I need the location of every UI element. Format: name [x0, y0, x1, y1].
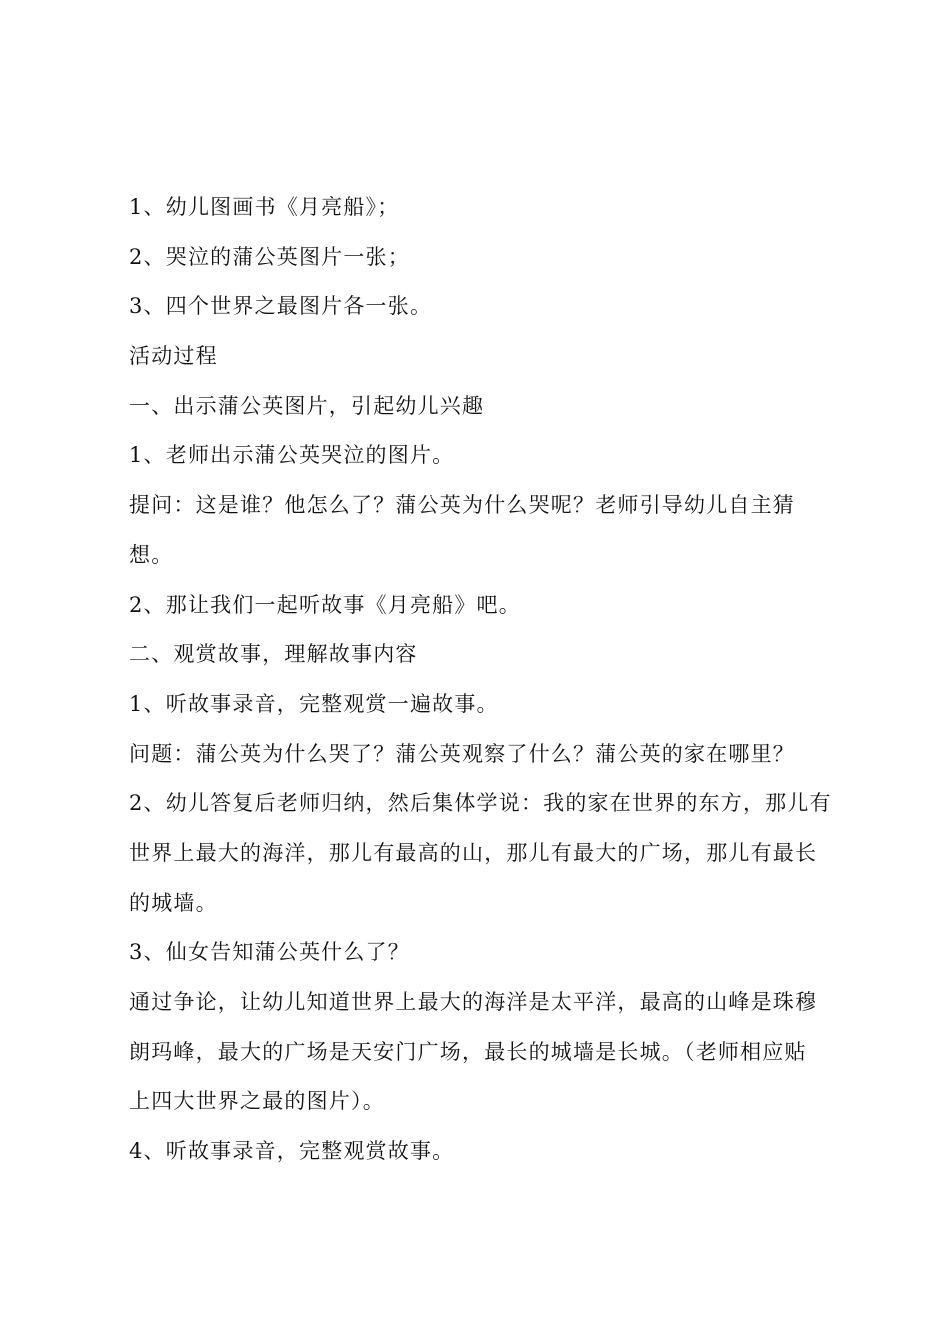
paragraph-line: 1、老师出示蒲公英哭泣的图片。 — [129, 443, 455, 468]
paragraph-line: 通过争论，让幼儿知道世界上最大的海洋是太平洋，最高的山峰是珠穆 — [129, 990, 818, 1014]
step-heading-1: 一、出示蒲公英图片，引起幼儿兴趣 — [129, 393, 485, 418]
paragraph-line: 的城墙。 — [129, 890, 218, 915]
paragraph-line: 4、听故事录音，完整观赏故事。 — [129, 1139, 455, 1164]
paragraph-line: 3、仙女告知蒲公英什么了？ — [129, 940, 410, 965]
step-heading-2: 二、观赏故事，理解故事内容 — [129, 642, 418, 667]
paragraph-line: 提问：这是谁？他怎么了？蒲公英为什么哭呢？老师引导幼儿自主猜 — [129, 493, 795, 518]
paragraph-line: 上四大世界之最的图片）。 — [129, 1089, 385, 1114]
material-item-2: 2、哭泣的蒲公英图片一张； — [129, 244, 410, 269]
document-body — [129, 183, 839, 1177]
paragraph-line: 朗玛峰，最大的广场是天安门广场，最长的城墙是长城。（老师相应贴 — [129, 1039, 807, 1064]
paragraph-line: 想。 — [129, 542, 174, 567]
material-item-1: 1、幼儿图画书《月亮船》； — [129, 195, 400, 219]
paragraph-line: 世界上最大的海洋，那儿有最高的山，那儿有最大的广场，那儿有最长 — [129, 840, 818, 865]
paragraph-line: 1、听故事录音，完整观赏一遍故事。 — [129, 691, 499, 716]
paragraph-line: 问题：蒲公英为什么哭了？蒲公英观察了什么？蒲公英的家在哪里？ — [129, 741, 795, 766]
section-heading-activity-process: 活动过程 — [129, 344, 218, 369]
material-item-3: 3、四个世界之最图片各一张。 — [129, 294, 433, 319]
paragraph-line: 2、幼儿答复后老师归纳，然后集体学说：我的家在世界的东方，那儿有 — [129, 791, 832, 816]
paragraph-line: 2、那让我们一起听故事《月亮船》吧。 — [129, 592, 521, 617]
